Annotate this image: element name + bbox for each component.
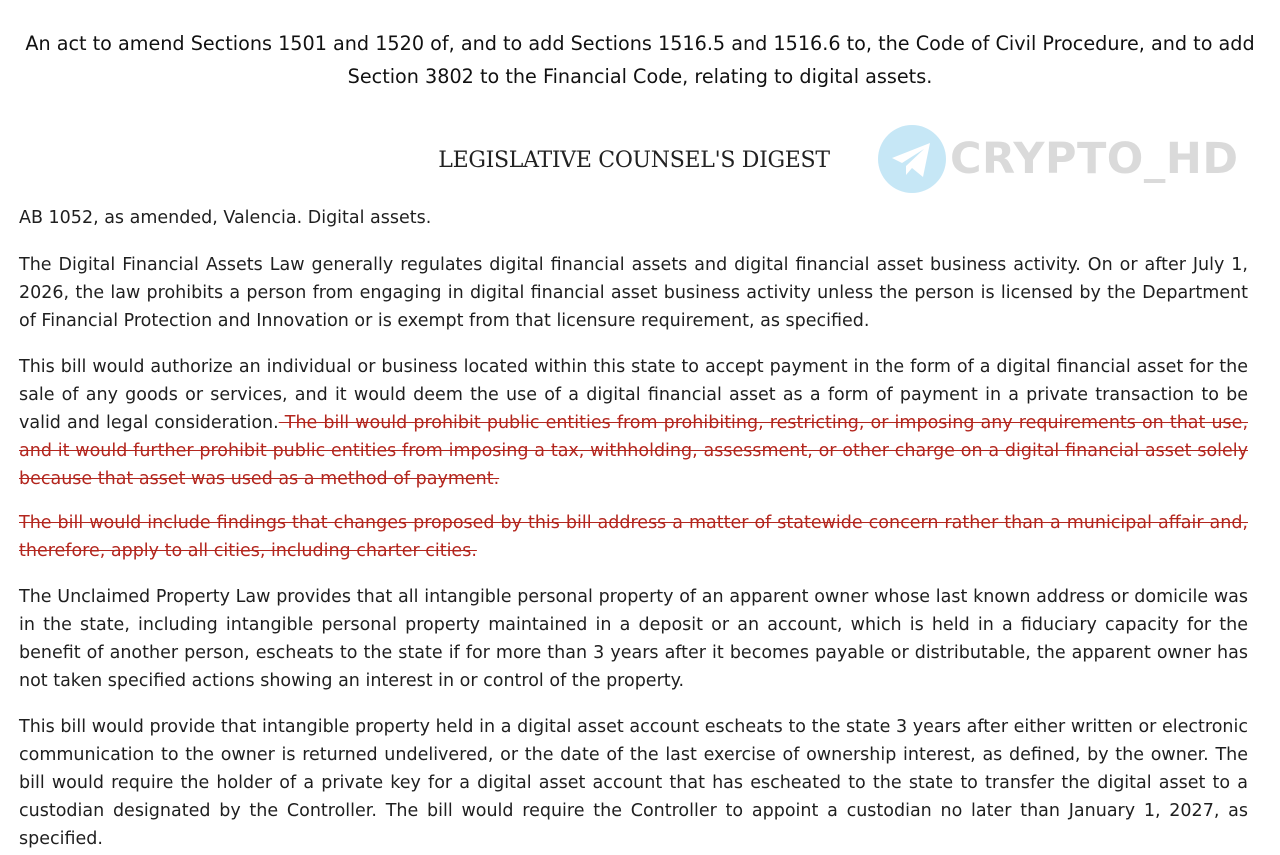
paragraph-dfal bbox=[19, 251, 1248, 335]
struck-text-findings: The bill would include findings that changes proposed by this bill address a matter of statewide concern rather than a municipal affair and, therefore, apply to all cities, including charter cities. bbox=[19, 513, 1248, 561]
paragraph-dfal-text: The Digital Financial Assets Law generally regulates digital financial assets and digital financial asset business activity. On or after July 1, 2026, the law prohibits a person from engaging in digital financial asset business activity unless the person is licensed by the Department of Financial Protection and Innovation or is exempt from that licensure requirement, as specified. bbox=[19, 255, 1248, 331]
watermark-text: CRYPTO_HD bbox=[950, 134, 1239, 184]
paragraph-escheat-text: This bill would provide that intangible property held in a digital asset account escheats to the state 3 years after either written or electronic communication to the owner is returned undelivered, or the date of the last exercise of ownership interest, as defined, by the owner. The bill would require the holder of a private key for a digital asset account that has escheated to the state to transfer the digital asset to a custodian designated by the Controller. The bill would require the Controller to appoint a custodian no later than January 1, 2027, as specified. bbox=[19, 717, 1248, 849]
struck-text-public-entities: The bill would prohibit public entities from prohibiting, restricting, or imposing any requirements on that use, and it would further prohibit public entities from imposing a tax, withholding, assessment, or other charge on a digital financial asset solely because that asset was used as a method of payment. bbox=[19, 413, 1249, 489]
bill-line-text: AB 1052, as amended, Valencia. Digital assets. bbox=[19, 208, 432, 228]
bill-line bbox=[19, 204, 1248, 232]
digest-heading: LEGISLATIVE COUNSEL'S DIGEST bbox=[438, 148, 830, 173]
telegram-paper-plane-icon bbox=[878, 125, 946, 193]
paragraph-authorize bbox=[19, 353, 1248, 493]
paragraph-findings bbox=[19, 509, 1248, 565]
paragraph-authorize-block bbox=[19, 353, 1248, 493]
paragraph-unclaimed-property-text: The Unclaimed Property Law provides that all intangible personal property of an apparent owner whose last known address or domicile was in the state, including intangible personal property maintained in a deposit or an account, which is held in a fiduciary capacity for the benefit of another person, escheats to the state if for more than 3 years after it becomes payable or distributable, the apparent owner has not taken specified actions showing an interest in or control of the property. bbox=[19, 587, 1248, 691]
watermark bbox=[878, 125, 1248, 193]
paragraph-authorize-text: This bill would authorize an individual or business located within this state to accept payment in the form of a digital financial asset for the sale of any goods or services, and it would deem the use of a digital financial asset as a form of payment in a private transaction to be valid and legal consideration. bbox=[19, 357, 1248, 433]
paragraph-unclaimed-property bbox=[19, 583, 1248, 695]
paragraph-escheat bbox=[19, 713, 1248, 853]
bill-title: An act to amend Sections 1501 and 1520 of, and to add Sections 1516.5 and 1516.6 to, the Code of Civil Procedure, and to add Section 3802 to the Financial Code, relating to digital assets. bbox=[25, 32, 1255, 88]
